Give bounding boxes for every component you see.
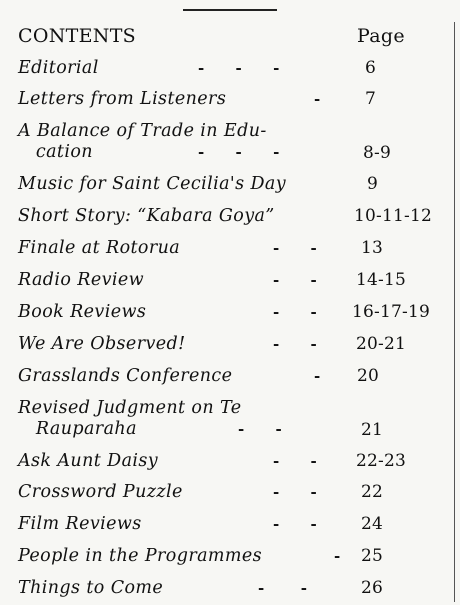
- leader-dots: - -: [273, 483, 317, 501]
- toc-entry-title: Film Reviews: [18, 514, 142, 534]
- toc-entry-page: 9: [367, 174, 379, 194]
- leader-dots: - -: [238, 420, 282, 438]
- leader-dots: - -: [273, 515, 317, 533]
- toc-entry-page: 25: [361, 546, 384, 566]
- leader-dots: - -: [273, 303, 317, 321]
- toc-entry-page: 22: [361, 482, 384, 502]
- toc-entry-things-to-come[interactable]: [18, 578, 350, 599]
- toc-entry-page: 16-17-19: [352, 302, 430, 322]
- toc-entry-title: Finale at Rotorua: [18, 238, 181, 258]
- toc-entry-title: Radio Review: [18, 270, 145, 290]
- toc-entry-title: Short Story: “Kabara Goya”: [18, 206, 275, 226]
- leader-dots: -: [334, 547, 341, 565]
- leader-dots: - - -: [198, 143, 280, 161]
- leader-dots: - -: [273, 271, 317, 289]
- toc-entry-page: 13: [361, 238, 384, 258]
- toc-entry-page: 26: [361, 578, 384, 598]
- toc-entry-book-reviews[interactable]: [18, 302, 350, 323]
- toc-entry-page: 22-23: [356, 451, 407, 471]
- leader-dots: - - -: [198, 59, 280, 77]
- leader-dots: - -: [273, 239, 317, 257]
- leader-dots: - -: [273, 452, 317, 470]
- toc-entry-title: Editorial: [18, 58, 99, 78]
- top-rule: [183, 9, 277, 11]
- toc-entry-balance-of-trade[interactable]: [18, 121, 350, 163]
- toc-entry-saint-cecilia[interactable]: [18, 174, 350, 195]
- toc-entry-title: Revised Judgment on Te Rauparaha: [18, 398, 242, 439]
- toc-entry-page: 10-11-12: [354, 206, 432, 226]
- toc-entry-crossword[interactable]: [18, 482, 350, 503]
- leader-dots: - -: [273, 335, 317, 353]
- toc-entry-page: 7: [365, 89, 377, 109]
- leader-dots: - -: [258, 579, 308, 597]
- toc-entry-we-are-observed[interactable]: [18, 334, 350, 355]
- toc-entry-te-rauparaha[interactable]: [18, 398, 350, 440]
- toc-entry-rotorua[interactable]: [18, 238, 350, 259]
- toc-entry-letters[interactable]: [18, 89, 350, 110]
- toc-entry-title: Ask Aunt Daisy: [18, 451, 159, 471]
- toc-entry-title: Book Reviews: [18, 302, 147, 322]
- toc-entry-aunt-daisy[interactable]: [18, 451, 350, 472]
- leader-dots: -: [314, 90, 321, 108]
- toc-entry-page: 14-15: [356, 270, 407, 290]
- toc-entry-short-story[interactable]: [18, 206, 350, 227]
- toc-entry-title: Letters from Listeners: [18, 89, 227, 109]
- toc-entry-title: A Balance of Trade in Edu- cation: [18, 121, 267, 162]
- toc-entry-editorial[interactable]: [18, 58, 350, 79]
- toc-entry-title: Things to Come: [18, 578, 164, 598]
- leader-dots: -: [314, 367, 321, 385]
- toc-entry-page: 6: [365, 58, 377, 78]
- contents-heading: CONTENTS: [18, 25, 136, 47]
- toc-entry-page: 24: [361, 514, 384, 534]
- toc-entry-title: People in the Programmes: [18, 546, 263, 566]
- toc-entry-page: 20-21: [356, 334, 407, 354]
- toc-entry-grasslands[interactable]: [18, 366, 350, 387]
- page-column-heading: Page: [357, 25, 405, 47]
- toc-entry-film-reviews[interactable]: [18, 514, 350, 535]
- toc-entry-page: 8-9: [363, 143, 391, 163]
- toc-entry-title: Crossword Puzzle: [18, 482, 183, 502]
- toc-entry-page: 20: [357, 366, 380, 386]
- toc-entry-title: Grasslands Conference: [18, 366, 233, 386]
- toc-entry-radio-review[interactable]: [18, 270, 350, 291]
- toc-entry-people-programmes[interactable]: [18, 546, 350, 567]
- toc-entry-title: We Are Observed!: [18, 334, 186, 354]
- toc-entry-title: Music for Saint Cecilia's Day: [18, 174, 287, 194]
- right-border-rule: [454, 22, 455, 602]
- toc-entry-page: 21: [361, 420, 384, 440]
